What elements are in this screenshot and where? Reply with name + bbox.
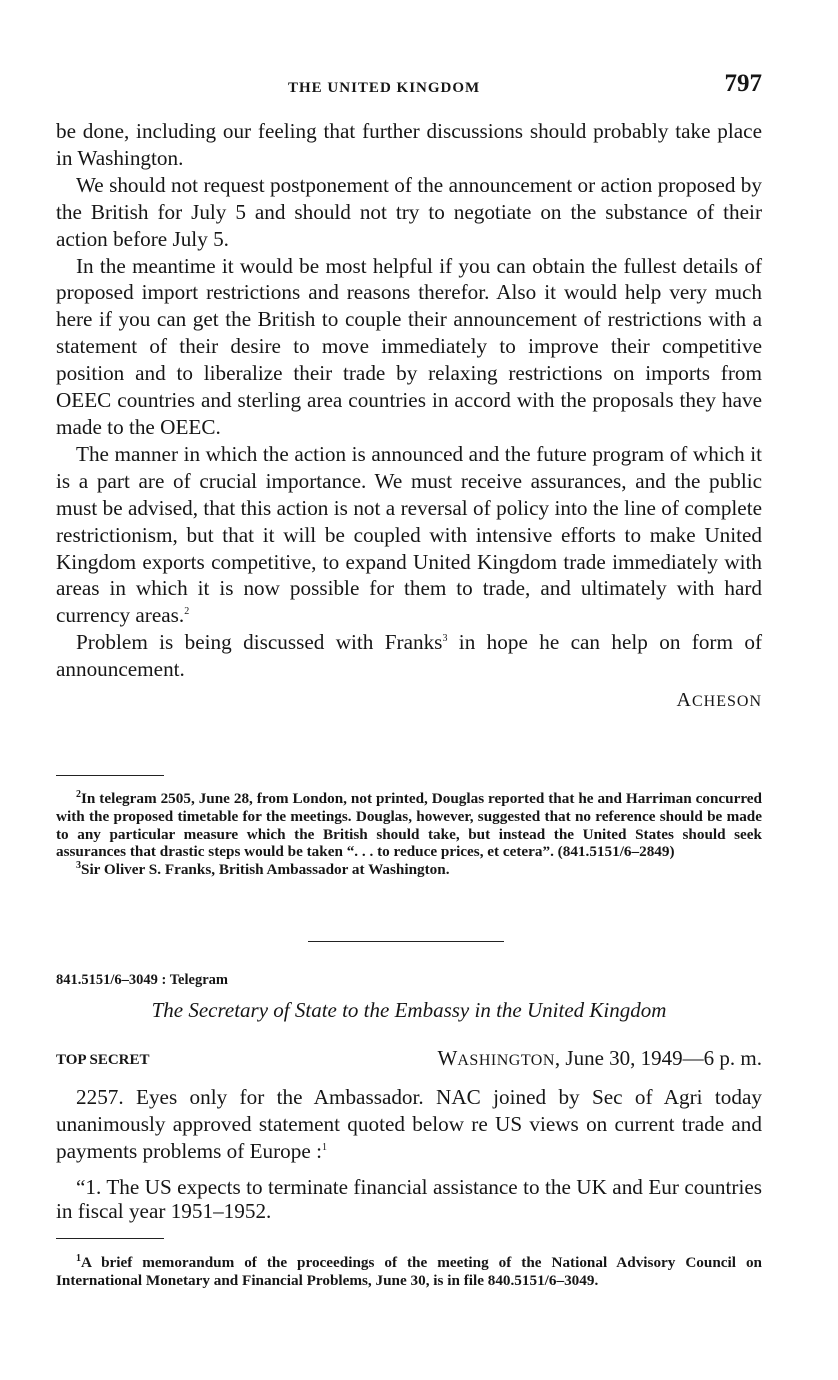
footnote-rule	[56, 775, 164, 776]
footnote-ref-3: 3	[442, 633, 448, 645]
footnote-1	[56, 1254, 762, 1290]
running-title: THE UNITED KINGDOM	[288, 80, 481, 96]
dateline-initial: W	[437, 1046, 458, 1070]
signature-initial: A	[676, 689, 692, 712]
paragraph-announcement	[56, 441, 762, 629]
footnote-ref-2: 2	[184, 606, 190, 618]
signature	[56, 687, 762, 715]
footnote-rule-2	[56, 1238, 164, 1239]
document-page	[56, 0, 762, 1380]
document-title: The Secretary of State to the Embassy in the United Kingdom	[151, 998, 667, 1022]
footnote-2-marker: 2	[76, 788, 81, 800]
page-number: 797	[724, 70, 762, 97]
document-id: 841.5151/6–3049 : Telegram	[56, 972, 228, 988]
section-divider	[308, 941, 504, 942]
telegram-body	[56, 118, 762, 715]
footnote-3-text: Sir Oliver S. Franks, British Ambassador at Washington.	[81, 861, 450, 879]
footnote-2-text: In telegram 2505, June 28, from London, not printed, Douglas reported that he and Harriman concurred with the proposed timetable for the meetings. Douglas, however, suggested that no reference should be made to any particular measure which the British should take, but instead the United States should seek assurances that drastic steps would be taken “. . . to reduce prices, et cetera”. (841.5151/6–2849)	[56, 790, 762, 861]
paragraph-announcement-text: The manner in which the action is announced and the future program of which it is a part are of crucial importance. We must receive assurances, and the public must be advised, that this action is not a reversal of policy into the line of complete restrictionism, but that it will be coupled with intensive efforts to make United Kingdom exports competitive, to expand United Kingdom trade immediately with areas in which it is now possible for them to trade, and ultimately with hard currency areas.	[56, 441, 762, 628]
quoted-statement: “1. The US expects to terminate financial assistance to the UK and Eur countries in fiscal year 1951–1952.	[56, 1174, 762, 1223]
signature-rest: CHESON	[691, 693, 762, 711]
running-head	[56, 70, 762, 104]
classification-row	[56, 1046, 762, 1074]
footnotes-section-2	[56, 1254, 762, 1290]
paragraph-2257	[56, 1084, 762, 1165]
dateline	[438, 1046, 762, 1071]
footnote-3-marker: 3	[76, 860, 81, 872]
dateline-city: ASHINGTON	[457, 1052, 555, 1069]
telegram-2-body	[56, 1084, 762, 1223]
paragraph-franks	[56, 629, 762, 683]
paragraph-franks-text-a: Problem is being discussed with Franks	[76, 630, 443, 655]
footnote-1-marker: 1	[76, 1252, 81, 1264]
paragraph-postponement: We should not request postponement of the announcement or action proposed by the British for July 5 and should not try to negotiate on the substance of their action before July 5.	[56, 172, 762, 251]
classification: TOP SECRET	[56, 1052, 150, 1068]
paragraph-franks-text-b: in hope he can help on form of announcement.	[56, 630, 762, 682]
paragraph-2257-text: 2257. Eyes only for the Ambassador. NAC joined by Sec of Agri today unanimously approved statement quoted below re US views on current trade and payments problems of Europe :	[56, 1085, 762, 1163]
footnotes-section	[56, 790, 762, 879]
paragraph-continuation: be done, including our feeling that further discussions should probably take place in Washington.	[56, 119, 762, 170]
footnote-2	[56, 790, 762, 861]
dateline-date: , June 30, 1949—6 p. m.	[554, 1046, 762, 1070]
footnote-ref-1: 1	[321, 1141, 327, 1153]
paragraph-import-restrictions: In the meantime it would be most helpful if you can obtain the fullest details of proposed import restrictions and reasons therefor. Also it would help very much here if you can get the British to couple their announcement of restrictions with a statement of their desire to move immediately to improve their competitive position and to liberalize their trade by relaxing restrictions on imports from OEEC countries and sterling area countries in accord with the proposals they have made to the OEEC.	[56, 253, 762, 439]
footnote-1-text: A brief memorandum of the proceedings of the meeting of the National Advisory Council on International Monetary and Financial Problems, June 30, is in file 840.5151/6–3049.	[56, 1254, 762, 1289]
footnote-3	[56, 861, 762, 879]
